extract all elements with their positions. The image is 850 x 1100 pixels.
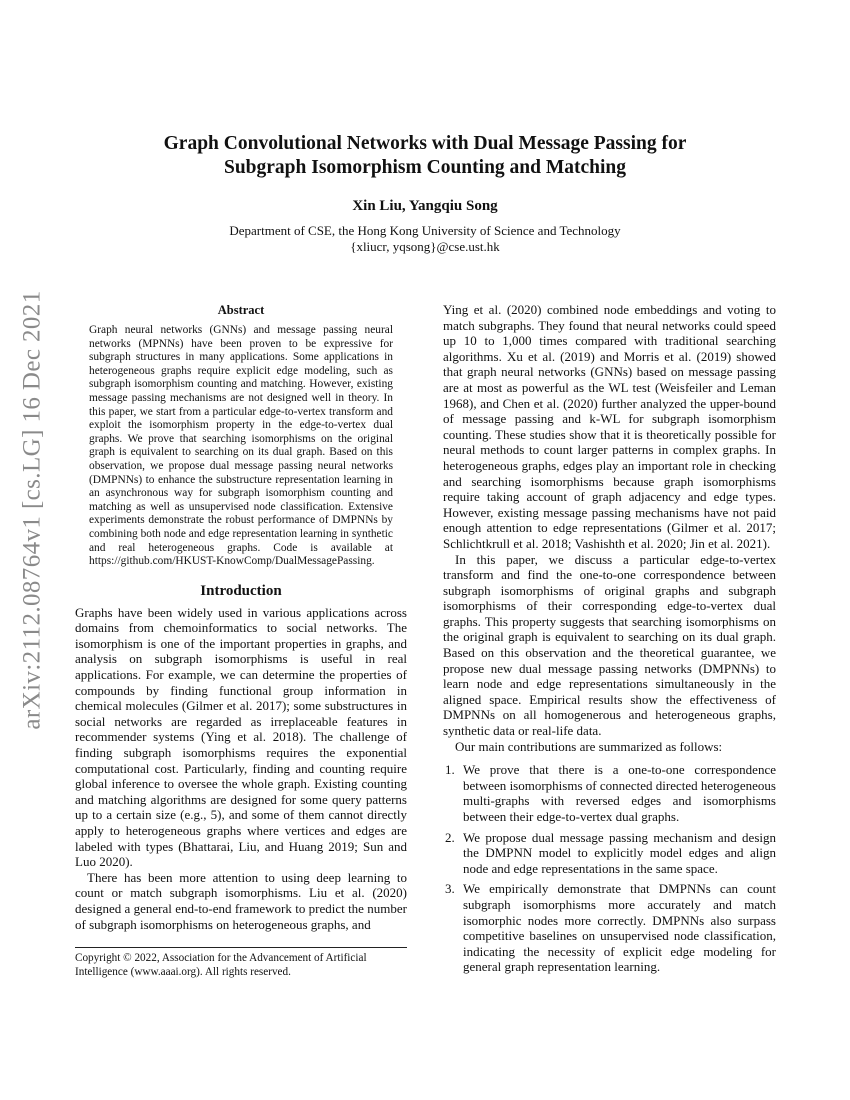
right-paragraph-1: Ying et al. (2020) combined node embeddings and voting to match subgraphs. They found that neural networks could speed up 10 to 1,000 times compared with traditional searching algorithms. Xu et al. (2019) and Morris et al. (2019) showed that graph neural networks (GNNs) based on message passing are at most as powerful as the WL test (Weisfeiler and Leman 1968), and Chen et al. (2020) further analyzed the upper-bound of message passing and k-WL for subgraph isomorphism counting. These studies show that it is theoretically possible for neural methods to count larger patterns in complex graphs. In heterogeneous graphs, edges play an important role in checking and searching isomorphisms because graph isomorphisms require taking account of graph adjacency and edge types. However, existing message passing mechanisms have not paid enough attention to edge representations (Gilmer et al. 2017; Schlichtkrull et al. 2018; Vashishth et al. 2020; Jin et al. 2021). xyxy=(443,302,776,551)
contribution-text: We prove that there is a one-to-one correspondence between isomorphisms of connected directed heterogeneous multi-graphs with reversed edges and isomorphisms between their edge-to-vertex dual graphs. xyxy=(463,762,776,824)
abstract-heading: Abstract xyxy=(217,303,265,317)
title-line-1: Graph Convolutional Networks with Dual Message Passing for xyxy=(163,133,687,154)
introduction-heading: Introduction xyxy=(200,582,282,599)
affiliation-block xyxy=(100,223,750,255)
contribution-text: We propose dual message passing mechanism and design the DMPNN model to explicitly model edges and align node and edge representations in the same space. xyxy=(463,829,776,876)
contribution-number: 3. xyxy=(445,881,455,897)
contribution-item xyxy=(443,762,776,824)
left-column xyxy=(75,303,407,932)
abstract-text: Graph neural networks (GNNs) and message passing neural networks (MPNNs) have been proven to be expressive for subgraph structures in many applications. Some applications in heterogeneous graphs require explicit edge modeling, such as subgraph isomorphism counting and matching. However, existing message passing mechanisms are not designed well in theory. In this paper, we start from a particular edge-to-vertex transform and exploit the isomorphism property in the edge-to-vertex dual graphs. We prove that searching isomorphisms on the original graph is equivalent to searching on its dual graph. Based on this observation, we propose dual message passing neural networks (DMPNNs) to enhance the substructure representation learning in an asynchronous way for subgraph isomorphism counting and matching as well as unsupervised node classification. Extensive experiments demonstrate the robust performance of DMPNNs by combining both node and edge representation learning in synthetic and real heterogeneous graphs. Code is available at https://github.com/HKUST-KnowComp/DualMessagePassing. xyxy=(89,324,393,568)
contributions-list xyxy=(443,762,776,975)
contribution-number: 2. xyxy=(445,829,455,845)
arxiv-stamp xyxy=(8,290,58,730)
copyright-notice: Copyright © 2022, Association for the Advancement of Artificial Intelligence (www.aaai.org). All rights reserved. xyxy=(75,947,407,979)
contribution-item xyxy=(443,881,776,975)
contribution-item xyxy=(443,830,776,877)
paper-title xyxy=(100,132,750,180)
right-column xyxy=(443,302,776,980)
authors: Xin Liu, Yangqiu Song xyxy=(352,198,498,214)
contribution-text: We empirically demonstrate that DMPNNs can count subgraph isomorphisms more accurately and match isomorphic nodes more correctly. DMPNNs also surpass competitive baselines on unsupervised node classification, indicating the necessity of explicit edge modeling for general graph representation learning. xyxy=(463,881,776,975)
contributions-intro: Our main contributions are summarized as follows: xyxy=(455,738,723,754)
arxiv-stamp-text: arXiv:2112.08764v1 [cs.LG] 16 Dec 2021 xyxy=(19,290,46,730)
title-line-2: Subgraph Isomorphism Counting and Matching xyxy=(223,157,627,178)
intro-paragraph-1: Graphs have been widely used in various applications across domains from chemoinformatics to social networks. The isomorphism is one of the important properties in graphs, and analysis on subgraph isomorphisms is useful in real applications. For example, we can determine the properties of compounds by finding functional group information in chemical molecules (Gilmer et al. 2017); some substructures in social networks are regarded as irreplaceable features in recommender systems (Ying et al. 2018). The challenge of finding subgraph isomorphisms requires the exponential computational cost. Particularly, finding and counting require global inference to oversee the whole graph. Existing counting and matching algorithms are designed for some query patterns up to a certain size (e.g., 5), and some of them cannot directly apply to heterogeneous graphs where vertices and edges are labeled with types (Bhattarai, Liu, and Huang 2019; Sun and Luo 2020). xyxy=(75,604,407,870)
affiliation: Department of CSE, the Hong Kong University of Science and Technology xyxy=(229,223,621,238)
email: {xliucr, yqsong}@cse.ust.hk xyxy=(350,239,500,254)
intro-paragraph-2: There has been more attention to using deep learning to count or match subgraph isomorphisms. Liu et al. (2020) designed a general end-to-end framework to predict the number of subgraph isomorphisms on heterogeneous graphs, and xyxy=(75,869,407,932)
right-paragraph-2: In this paper, we discuss a particular edge-to-vertex transform and find the one-to-one correspondence between subgraph isomorphisms of original graphs and subgraph isomorphisms of their corresponding edge-to-vertex dual graphs. This property suggests that searching isomorphisms on the original graph is equivalent to searching on its dual graph. Based on this observation and the theoretical guarantee, we propose new dual message passing networks (DMPNNs) to learn node and edge representations simultaneously in the aligned space. Empirical results show the effectiveness of DMPNNs on all homogenerous and heterogeneous graphs, synthetic data or real-life data. xyxy=(443,551,776,739)
contribution-number: 1. xyxy=(445,762,455,778)
